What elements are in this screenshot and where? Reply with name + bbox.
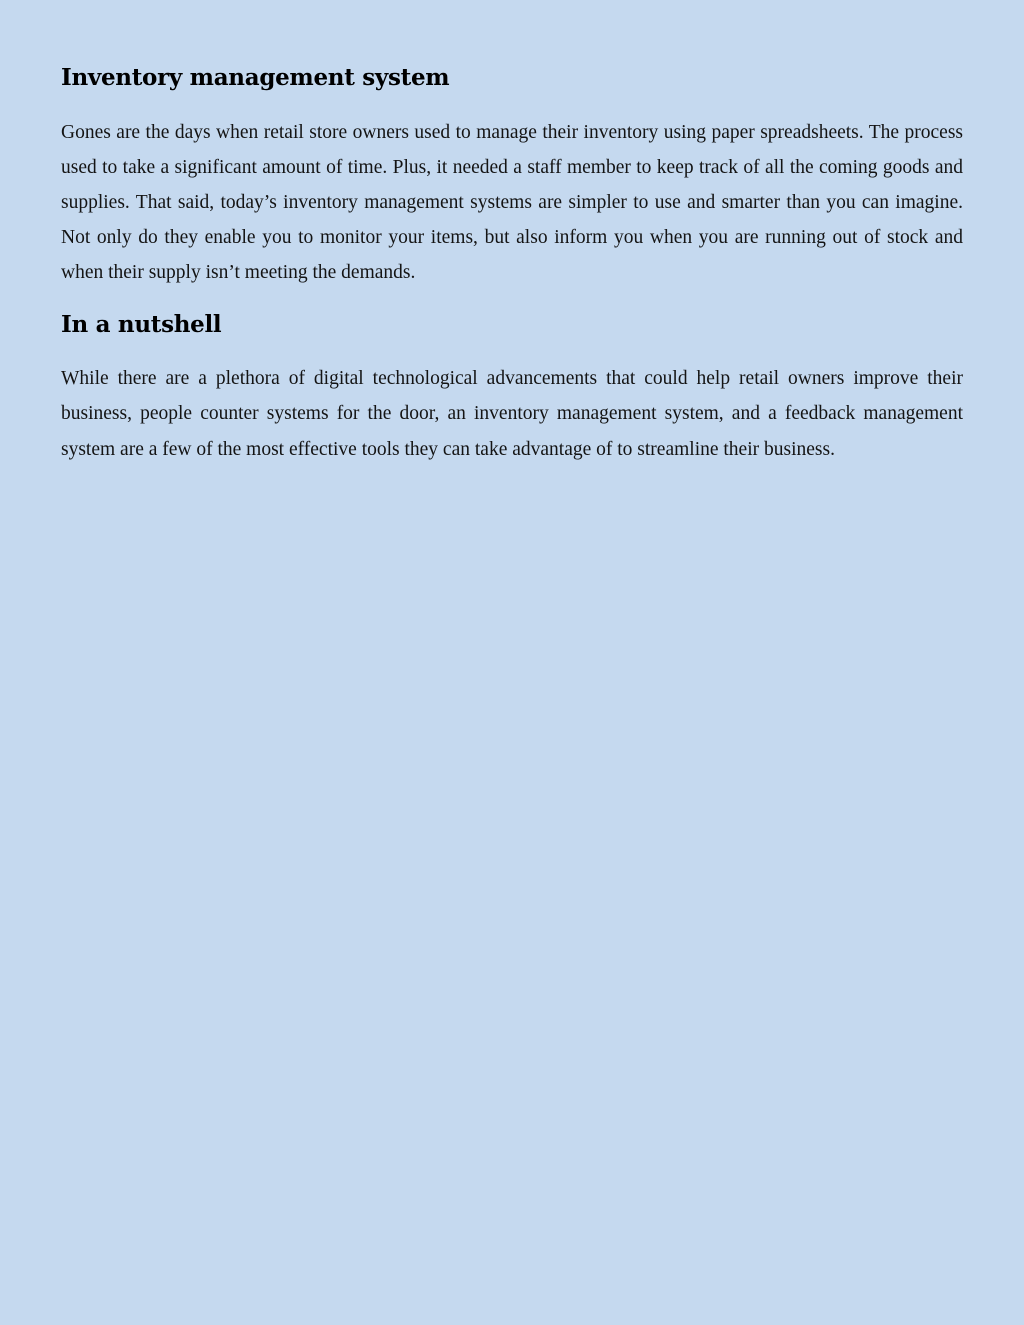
section-in-a-nutshell — [61, 311, 963, 467]
section-heading-inventory-management: Inventory management system — [61, 64, 450, 91]
section-heading-in-a-nutshell: In a nutshell — [61, 310, 222, 338]
section-paragraph-inventory-management: Gones are the days when retail store owners used to manage their inventory using paper spreadsheets. The process used to take a significant amount of time. Plus, it needed a staff member to keep track of all the coming goods and supplies. That said, today’s inventory management systems are simpler to use and smarter than you can imagine. Not only do they enable you to monitor your items, but also inform you when you are running out of stock and when their supply isn’t meeting the demands. — [61, 121, 963, 284]
section-inventory-management — [61, 64, 963, 291]
section-paragraph-in-a-nutshell: While there are a plethora of digital technological advancements that could help retail owners improve their business, people counter systems for the door, an inventory management system, and a feedback management system are a few of the most effective tools they can take advantage of to streamline their business. — [61, 368, 963, 460]
